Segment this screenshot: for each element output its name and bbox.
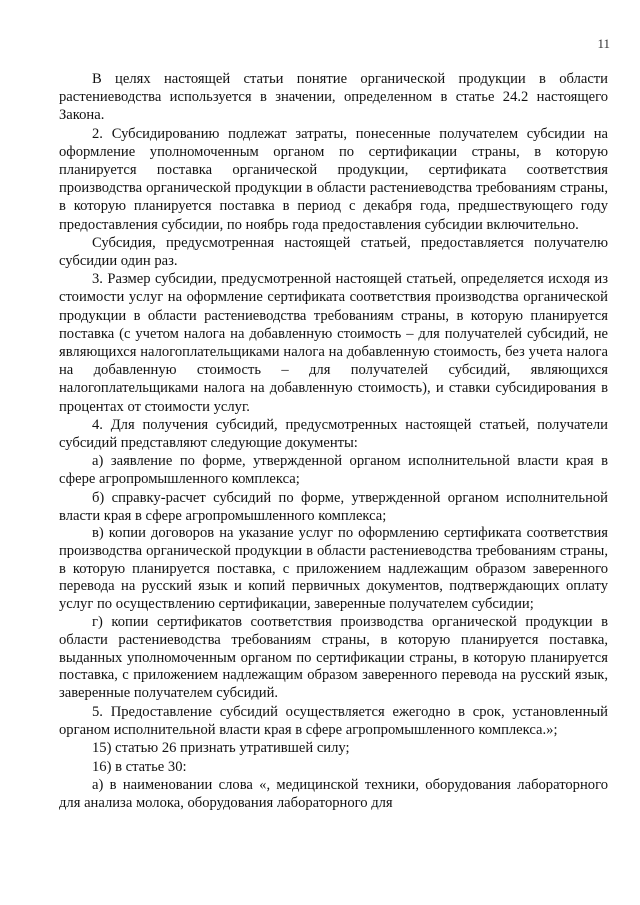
paragraph-subitem-a-article-30: а) в наименовании слова «, медицинской техники, оборудования лабораторного для анализа молока, оборудования лабораторного для — [59, 776, 608, 812]
paragraph-item-15: 15) статью 26 признать утратившей силу; — [92, 740, 350, 757]
paragraph-subitem-v: в) копии договоров на указание услуг по оформлению сертификата соответствия производства органической продукции в области растениеводства требованиям страны, в которую планируется поставка, с приложением надлежащим образом заверенного перевода на русский язык и копий первичных документов, подтверждающих оплату услуг по осуществлению сертификации, заверенные получателем субсидии; — [59, 525, 608, 613]
paragraph-subitem-a: а) заявление по форме, утвержденной органом исполнительной власти края в сфере агропромышленного комплекса; — [59, 453, 608, 488]
paragraph-item-4: 4. Для получения субсидий, предусмотренных настоящей статьей, получатели субсидий представляют следующие документы: — [59, 416, 608, 452]
paragraph-item-16: 16) в статье 30: — [92, 758, 187, 775]
paragraph-item-5: 5. Предоставление субсидий осуществляется ежегодно в срок, установленный органом исполнительной власти края в сфере агропромышленного комплекса.»; — [59, 704, 608, 739]
paragraph-subitem-b: б) справку-расчет субсидий по форме, утвержденной органом исполнительной власти края в сфере агропромышленного комплекса; — [59, 489, 608, 524]
paragraph-definition: В целях настоящей статьи понятие органической продукции в области растениеводства используется в значении, определенном в статье 24.2 настоящего Закона. — [59, 71, 608, 124]
document-body — [59, 70, 608, 812]
paragraph-item-3: 3. Размер субсидии, предусмотренной настоящей статьей, определяется исходя из стоимости услуг на оформление сертификата соответствия производства органической продукции в области растениеводства требованиям страны, в которую планируется поставка (с учетом налога на добавленную стоимость – для получателей субсидий, не являющихся налогоплательщиками налога на добавленную стоимость, без учета налога на добавленную стоимость – для получателей субсидий, являющихся налогоплательщиками налога на добавленную стоимость), и ставки субсидирования в процентах от стоимости услуг. — [59, 271, 608, 415]
paragraph-one-time-subsidy: Субсидия, предусмотренная настоящей статьей, предоставляется получателю субсидии один раз. — [59, 234, 608, 270]
page-number: 11 — [597, 36, 610, 51]
paragraph-subitem-g: г) копии сертификатов соответствия производства органической продукции в области растениеводства требованиям страны, в которую планируется поставка, выданных уполномоченным органом по сертификации страны, в которую планируется поставка, с приложением надлежащим образом заверенного перевода на русский язык, заверенные получателем субсидий. — [59, 614, 608, 702]
paragraph-item-2: 2. Субсидированию подлежат затраты, понесенные получателем субсидии на оформление уполномоченным органом по сертификации страны, в которую планируется поставка органической продукции, сертификата соответствия производства органической продукции в области растениеводства требованиям страны, в которую планируется поставка в период с декабря года, предшествующего году предоставления субсидии, по ноябрь года предоставления субсидии включительно. — [59, 125, 608, 233]
